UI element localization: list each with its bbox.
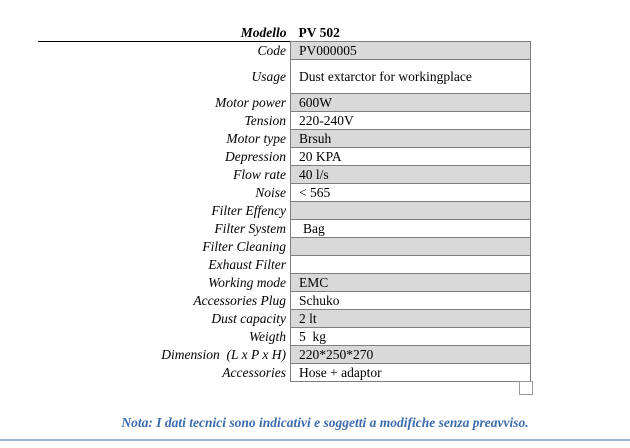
- spec-label: Dust capacity: [211, 310, 286, 326]
- spec-label: Filter Effency: [211, 202, 286, 218]
- spec-row-tension: [38, 112, 531, 130]
- spec-row-filter-system: [38, 220, 531, 238]
- spec-row-dimension: [38, 346, 531, 364]
- spec-value: PV000005: [291, 42, 531, 60]
- spec-value: 40 l/s: [291, 166, 531, 184]
- spec-row-working-mode: [38, 274, 531, 292]
- spec-value: 20 KPA: [291, 148, 531, 166]
- spec-label: Working mode: [208, 274, 286, 290]
- spec-label: Code: [257, 42, 286, 58]
- spec-value: EMC: [291, 274, 531, 292]
- spec-value: 220-240V: [291, 112, 531, 130]
- empty-checkbox[interactable]: [519, 381, 533, 395]
- spec-row-accessories-plug: [38, 292, 531, 310]
- disclaimer-note: Nota: I dati tecnici sono indicativi e soggetti a modifiche senza preavviso.: [121, 415, 529, 430]
- spec-value: [291, 238, 531, 256]
- spec-table: [38, 25, 531, 382]
- spec-row-accessories: [38, 364, 531, 382]
- spec-label: Tension: [244, 112, 286, 128]
- spec-row-weigth: [38, 328, 531, 346]
- spec-row-dust-capacity: [38, 310, 531, 328]
- spec-label: Noise: [255, 184, 286, 200]
- spec-value: Dust extarctor for workingplace: [291, 60, 531, 94]
- spec-row-motor-power: [38, 94, 531, 112]
- spec-row-exhaust-filter: [38, 256, 531, 274]
- spec-label: Motor type: [226, 130, 286, 146]
- spec-label: Exhaust Filter: [208, 256, 286, 272]
- spec-value: 2 lt: [291, 310, 531, 328]
- spec-value: Hose + adaptor: [291, 364, 531, 382]
- spec-label: Motor power: [215, 94, 286, 110]
- spec-label: Dimension (L x P x H): [161, 346, 286, 362]
- spec-row-flow-rate: [38, 166, 531, 184]
- spec-value: Brsuh: [291, 130, 531, 148]
- bottom-divider: [0, 439, 630, 441]
- spec-row-noise: [38, 184, 531, 202]
- spec-row-code: [38, 42, 531, 60]
- spec-row-usage: [38, 60, 531, 94]
- spec-row-filter-cleaning: [38, 238, 531, 256]
- spec-label: Filter Cleaning: [202, 238, 286, 254]
- spec-header-row: [38, 25, 531, 42]
- spec-value: Bag: [291, 220, 531, 238]
- spec-label: Usage: [251, 68, 286, 84]
- spec-label: Weigth: [249, 328, 286, 344]
- spec-row-depression: [38, 148, 531, 166]
- spec-value: [291, 256, 531, 274]
- spec-value: [291, 202, 531, 220]
- spec-value: 600W: [291, 94, 531, 112]
- spec-row-filter-effency: [38, 202, 531, 220]
- spec-label: Filter System: [214, 220, 286, 236]
- model-label: Modello: [240, 25, 287, 40]
- spec-value: 220*250*270: [291, 346, 531, 364]
- spec-label: Flow rate: [233, 166, 286, 182]
- spec-label: Accessories Plug: [193, 292, 286, 308]
- spec-row-motor-type: [38, 130, 531, 148]
- spec-label: Depression: [225, 148, 286, 164]
- spec-label: Accessories: [222, 364, 286, 380]
- spec-value: 5 kg: [291, 328, 531, 346]
- spec-value: Schuko: [291, 292, 531, 310]
- spec-value: < 565: [291, 184, 531, 202]
- model-value: PV 502: [298, 25, 340, 40]
